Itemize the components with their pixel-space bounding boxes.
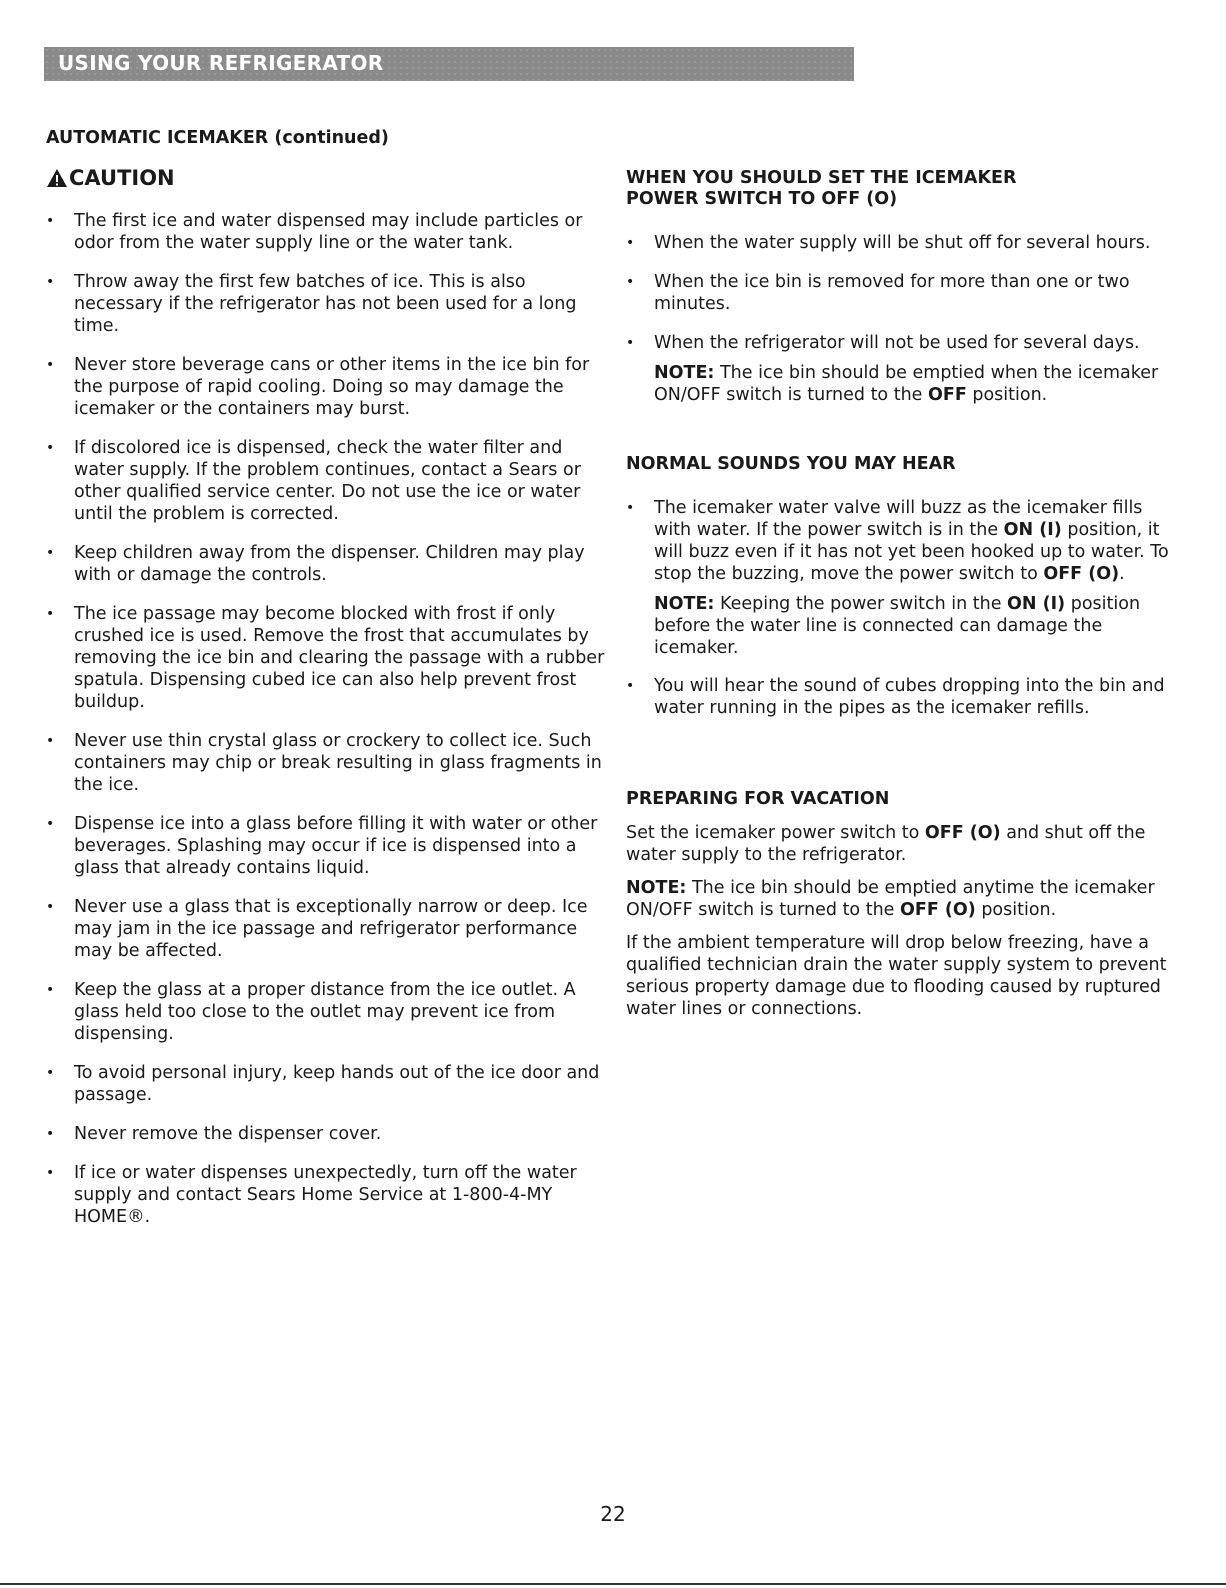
off-section-title <box>626 168 1181 210</box>
vacation-section-title: PREPARING FOR VACATION <box>626 789 890 809</box>
section-banner <box>44 47 854 81</box>
list-item: • Never remove the dispenser cover. <box>46 1123 606 1145</box>
left-column <box>46 128 606 1245</box>
list-item: • Never use thin crystal glass or crockery to collect ice. Such containers may chip or break resulting in glass fragments in the ice. <box>46 730 606 796</box>
list-item: • Never use a glass that is exceptionally narrow or deep. Ice may jam in the ice passage and refrigerator performance may be affected. <box>46 896 606 962</box>
note-text: The ice bin should be emptied anytime the icemaker ON/OFF switch is turned to the <box>626 878 1155 920</box>
warning-triangle-icon <box>46 168 68 188</box>
section-title: AUTOMATIC ICEMAKER (continued) <box>46 128 389 148</box>
note-bold: OFF (O) <box>899 900 976 920</box>
note-label: NOTE: <box>654 594 715 614</box>
page-number: 22 <box>600 1502 626 1526</box>
note-text: The ice bin should be emptied when the icemaker ON/OFF switch is turned to the <box>654 363 1159 405</box>
note-text: position. <box>966 385 1048 405</box>
vacation-note <box>626 877 1181 921</box>
list-item: • The ice passage may become blocked with frost if only crushed ice is used. Remove the frost that accumulates by removing the ice bin and clearing the passage with a rubber spatula. Dispensing cubed ice can also help prevent frost buildup. <box>46 603 606 713</box>
list-item: • Dispense ice into a glass before filling it with water or other beverages. Splashing may occur if ice is dispensed into a glass that already contains liquid. <box>46 813 606 879</box>
off-list <box>626 232 1181 406</box>
sounds-list <box>626 497 1181 719</box>
para-text: and shut off the water supply to the refrigerator. <box>626 823 1146 865</box>
para-text: Set the icemaker power switch to <box>626 823 925 843</box>
list-item-text: position, it will buzz even if it has not yet been hooked up to water. To stop the buzzing, move the power switch to <box>654 520 1169 584</box>
list-item: • To avoid personal injury, keep hands out of the ice door and passage. <box>46 1062 606 1106</box>
note-bold: ON (I) <box>1007 594 1066 614</box>
list-item: • Never store beverage cans or other items in the ice bin for the purpose of rapid cooling. Doing so may damage the icemaker or the containers may burst. <box>46 354 606 420</box>
bottom-rule <box>0 1583 1226 1585</box>
off-title-line1: WHEN YOU SHOULD SET THE ICEMAKER <box>626 168 1017 188</box>
note-bold: OFF <box>927 385 967 405</box>
bold-text: OFF (O) <box>1043 564 1120 584</box>
list-item: • If discolored ice is dispensed, check the water filter and water supply. If the problem continues, contact a Sears or other qualified service center. Do not use the ice or water until the problem is corrected. <box>46 437 606 525</box>
list-item-text: . <box>1119 564 1125 584</box>
banner-title: USING YOUR REFRIGERATOR <box>58 51 384 75</box>
note-text: Keeping the power switch in the <box>714 594 1008 614</box>
list-item-text: The icemaker water valve will buzz as the icemaker fills with water. If the power switch is in the <box>654 498 1143 540</box>
list-item: • When the ice bin is removed for more than one or two minutes. <box>626 271 1181 315</box>
right-column <box>626 168 1181 1031</box>
list-item-text: When the refrigerator will not be used for several days. <box>654 333 1140 353</box>
vacation-paragraph <box>626 822 1181 866</box>
note-label: NOTE: <box>626 878 687 898</box>
note-text: position. <box>975 900 1057 920</box>
list-item: • If ice or water dispenses unexpectedly, turn off the water supply and contact Sears Home Service at 1-800-4-MY HOME®. <box>46 1162 606 1228</box>
sounds-note <box>654 593 1181 659</box>
list-item: • When the water supply will be shut off for several hours. <box>626 232 1181 254</box>
caution-list <box>46 210 606 1228</box>
bold-text: OFF (O) <box>924 823 1001 843</box>
list-item: • The first ice and water dispensed may include particles or odor from the water supply line or the water tank. <box>46 210 606 254</box>
list-item <box>626 332 1181 406</box>
note-label: NOTE: <box>654 363 715 383</box>
vacation-freezing-paragraph: If the ambient temperature will drop below freezing, have a qualified technician drain the water supply system to prevent serious property damage due to flooding caused by ruptured water lines or connections. <box>626 933 1167 1019</box>
list-item <box>626 497 1181 659</box>
list-item: • You will hear the sound of cubes dropping into the bin and water running in the pipes as the icemaker refills. <box>626 675 1181 719</box>
caution-heading <box>46 166 606 190</box>
off-title-line2: POWER SWITCH TO OFF (O) <box>626 189 898 209</box>
bold-text: ON (I) <box>1003 520 1062 540</box>
sounds-section-title: NORMAL SOUNDS YOU MAY HEAR <box>626 454 956 474</box>
list-item: • Keep the glass at a proper distance from the ice outlet. A glass held too close to the outlet may prevent ice from dispensing. <box>46 979 606 1045</box>
off-note <box>654 362 1181 406</box>
list-item: • Keep children away from the dispenser. Children may play with or damage the controls. <box>46 542 606 586</box>
list-item: • Throw away the first few batches of ice. This is also necessary if the refrigerator has not been used for a long time. <box>46 271 606 337</box>
note-text: position before the water line is connected can damage the icemaker. <box>654 594 1141 658</box>
caution-label: CAUTION <box>69 166 175 190</box>
